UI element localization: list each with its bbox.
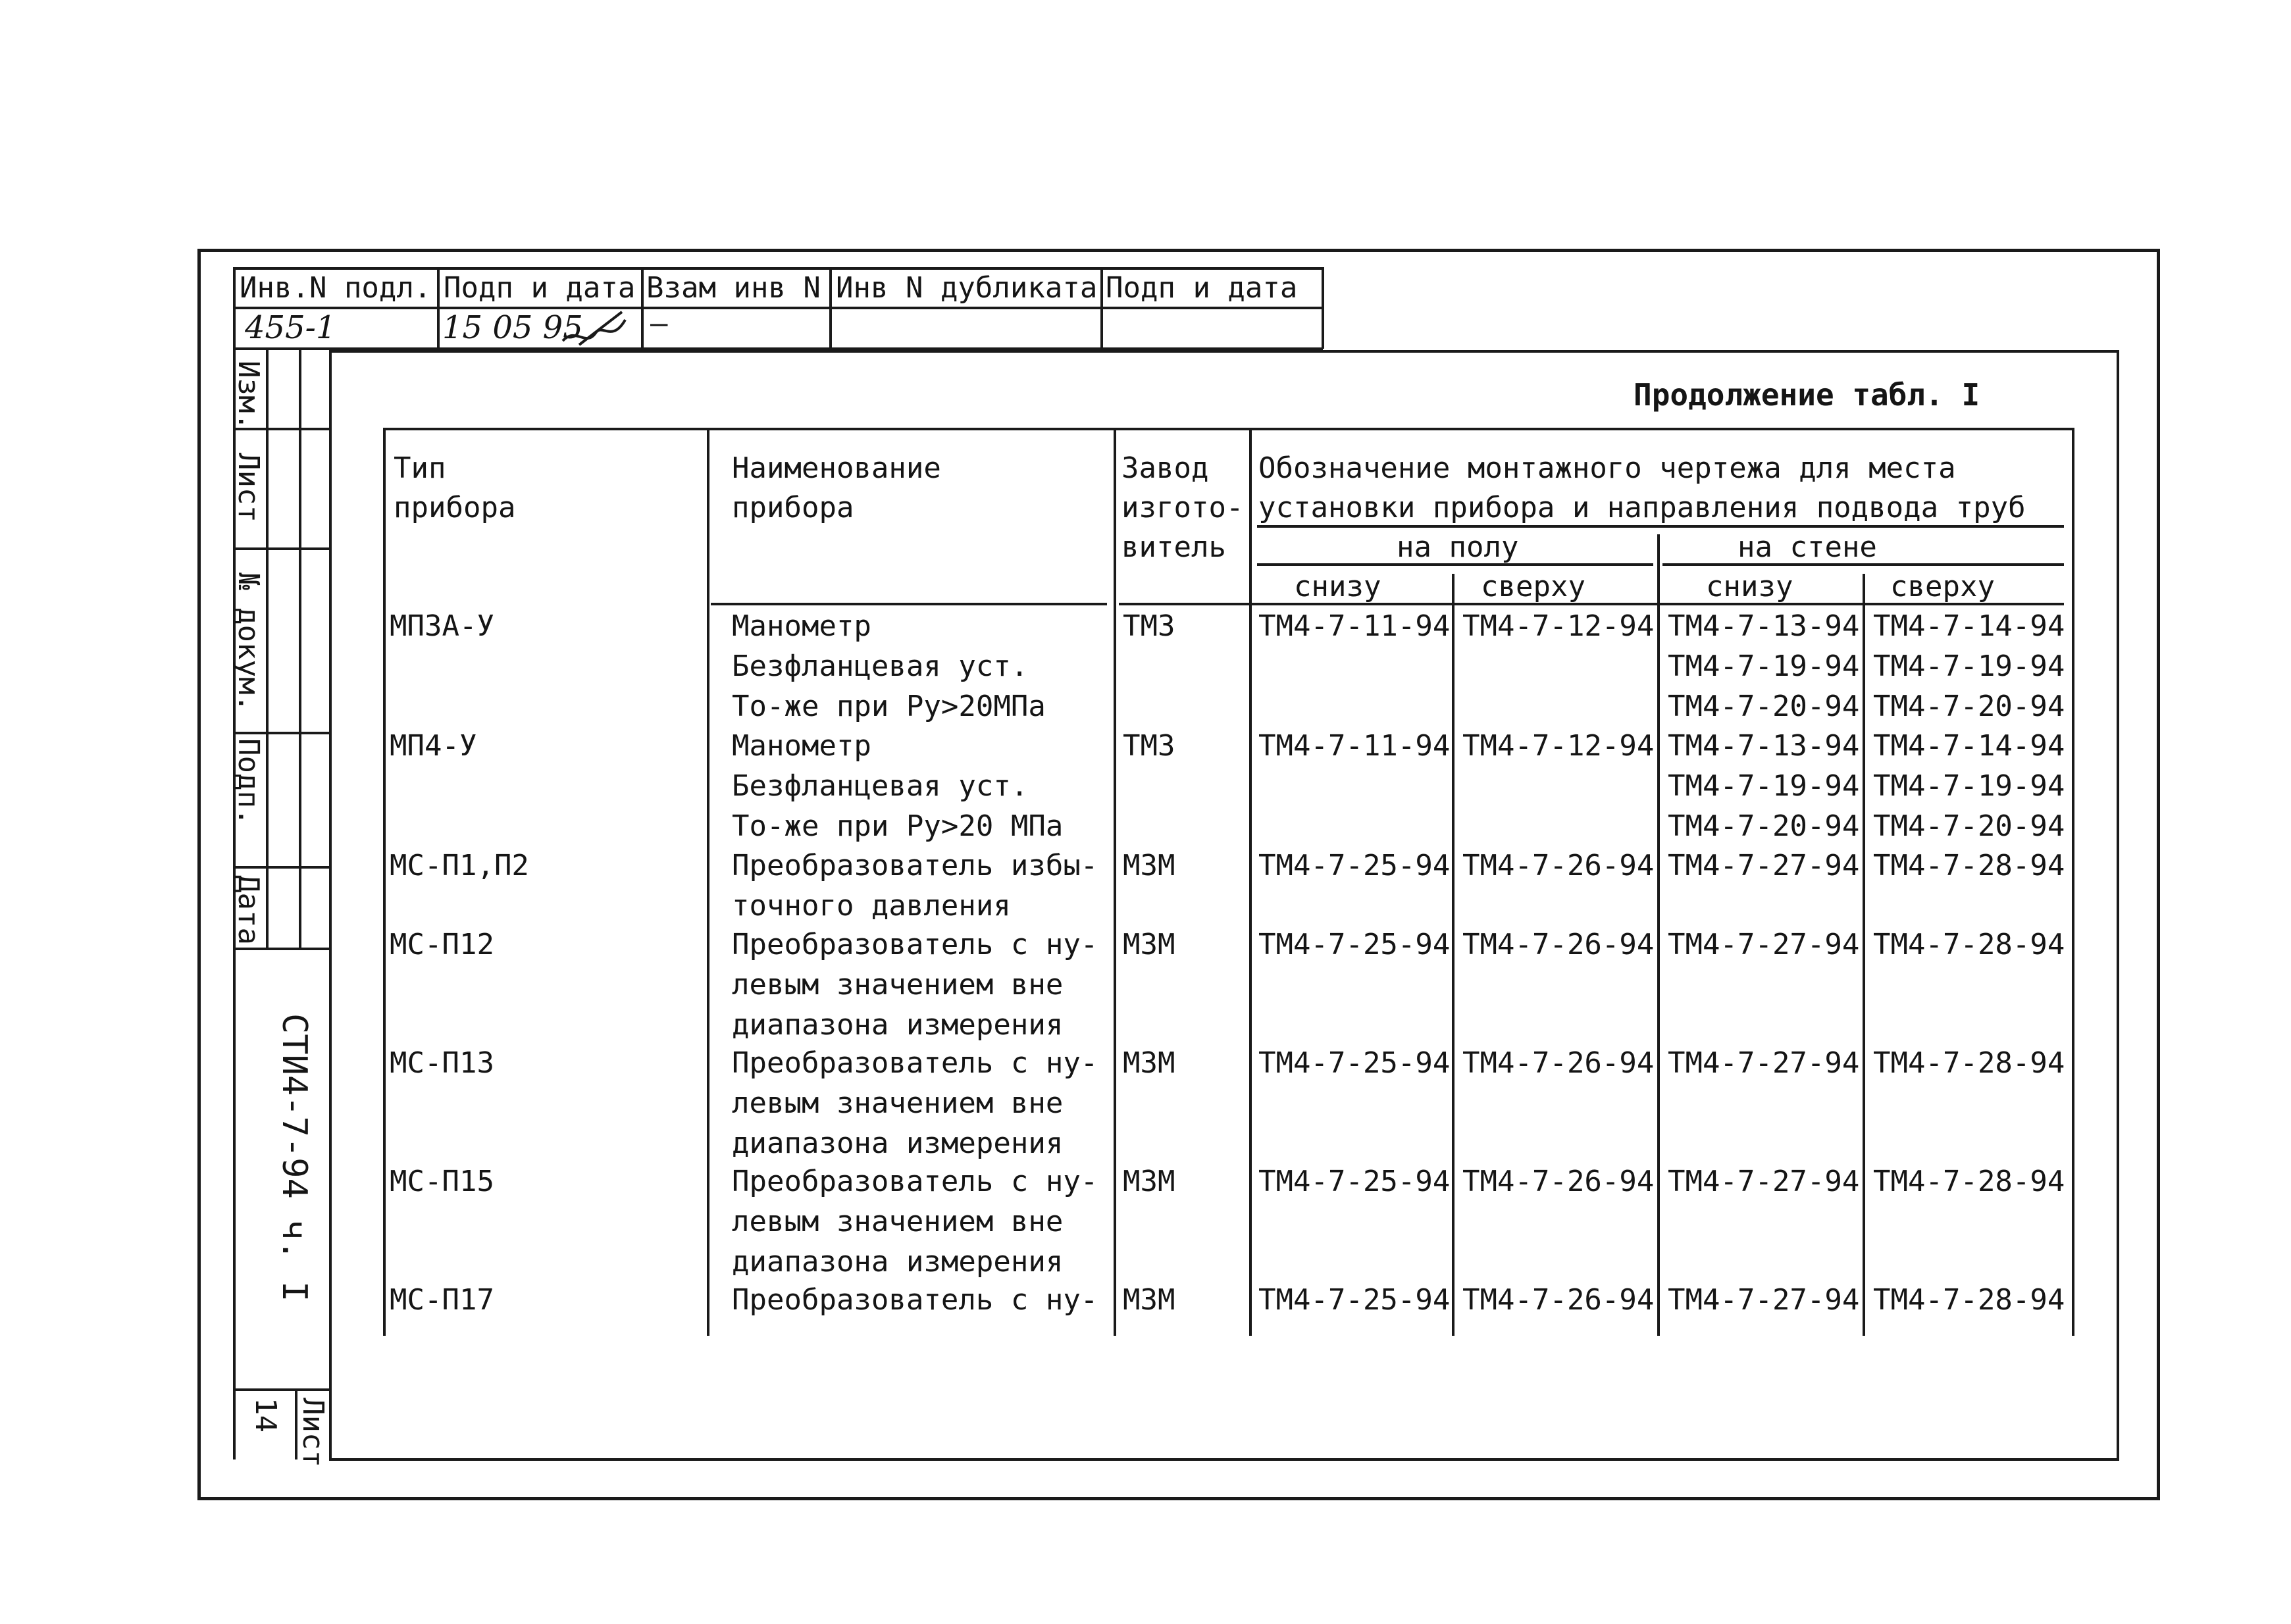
side-line [266,347,269,948]
cell-name: Преобразователь с ну- [732,1283,1098,1317]
cell-drawing-code: ТМ4-7-27-94 [1668,849,1860,882]
header-bottom-line [711,603,1107,605]
header-maker: Завод [1121,451,1209,485]
cell-name: Манометр [732,729,871,763]
cell-name: диапазона измерения [732,1245,1064,1279]
side-line [299,347,301,948]
cell-drawing-code: ТМ4-7-12-94 [1462,609,1655,643]
cell-drawing-code: ТМ4-7-25-94 [1258,1165,1451,1198]
sheet-label: Лист [296,1398,330,1467]
cell-name: точного давления [732,889,1011,923]
cell-drawing-code: ТМ4-7-19-94 [1873,649,2065,683]
table-col-divider [707,428,709,1336]
cell-drawing-code: ТМ4-7-11-94 [1258,729,1451,763]
cell-type: МПЗА-У [390,609,494,643]
cell-drawing-code: ТМ4-7-25-94 [1258,1046,1451,1080]
cell-drawing-code: ТМ4-7-28-94 [1873,849,2065,882]
cell-drawing-code: ТМ4-7-27-94 [1668,1165,1860,1198]
cell-drawing-code: ТМ4-7-19-94 [1668,769,1860,803]
header-type: Тип [394,451,446,485]
cell-drawing-code: ТМ4-7-26-94 [1462,1283,1655,1317]
cell-drawing-code: ТМ4-7-28-94 [1873,1283,2065,1317]
side-line [233,948,330,950]
cell-name: левым значением вне [732,968,1064,1002]
cell-drawing-code: ТМ4-7-27-94 [1668,1283,1860,1317]
header-wall-below: снизу [1706,570,1793,603]
cell-drawing-code: ТМ4-7-11-94 [1258,609,1451,643]
document-code: СТИ4-7-94 ч. I [274,1013,314,1302]
cell-maker: МЗМ [1123,849,1175,882]
cell-name: Преобразователь с ну- [732,1165,1098,1198]
cell-drawing-code: ТМ4-7-12-94 [1462,729,1655,763]
stamp-line-bottom [233,347,1323,350]
cell-drawing-code: ТМ4-7-28-94 [1873,1165,2065,1198]
cell-type: МС-П12 [390,928,494,961]
stamp-value-inv-podl: 455-1 [245,309,336,346]
stamp-header-podp-data: Подп и дата [444,271,636,305]
cell-drawing-code: ТМ4-7-26-94 [1462,849,1655,882]
cell-drawing-code: ТМ4-7-19-94 [1668,649,1860,683]
header-name: Наименование [732,451,941,485]
cell-drawing-code: ТМ4-7-28-94 [1873,1046,2065,1080]
header-maker: изгото- [1121,491,1244,524]
cell-drawing-code: ТМ4-7-28-94 [1873,928,2065,961]
cell-drawing-code: ТМ4-7-27-94 [1668,928,1860,961]
side-label-izm: Изм. [232,361,265,430]
side-line [233,1388,330,1391]
cell-drawing-code: ТМ4-7-19-94 [1873,769,2065,803]
cell-name: То-же при Ру>20МПа [732,690,1046,723]
sheet-number: 14 [249,1398,282,1433]
header-floor-above: сверху [1481,570,1585,603]
cell-drawing-code: ТМ4-7-25-94 [1258,928,1451,961]
signature-scribble [559,307,632,353]
cell-drawing-code: ТМ4-7-14-94 [1873,609,2065,643]
side-label-list: Лист [232,453,265,522]
cell-maker: МЗМ [1123,1165,1175,1198]
header-name: прибора [732,491,854,524]
cell-drawing-code: ТМ4-7-25-94 [1258,1283,1451,1317]
stamp-divider [437,267,440,349]
cell-drawing-code: ТМ4-7-13-94 [1668,729,1860,763]
cell-maker: МЗМ [1123,928,1175,961]
header-group: установки прибора и направления подвода труб [1258,491,2026,524]
cell-drawing-code: ТМ4-7-20-94 [1668,690,1860,723]
cell-name: левым значением вне [732,1086,1064,1120]
cell-drawing-code: ТМ4-7-26-94 [1462,928,1655,961]
stamp-divider [1100,267,1103,349]
cell-name: Преобразователь с ну- [732,928,1098,961]
cell-drawing-code: ТМ4-7-25-94 [1258,849,1451,882]
header-group: Обозначение монтажного чертежа для места [1258,451,1956,485]
cell-maker: МЗМ [1123,1283,1175,1317]
stamp-header-inv-podl: Инв.N подл. [240,271,432,305]
page-title: Продолжение табл. I [1634,377,1980,413]
header-wall: на стене [1738,530,1877,564]
side-line [233,732,330,734]
table-col-divider [1657,534,1660,1336]
cell-drawing-code: ТМ4-7-20-94 [1668,809,1860,843]
stamp-value-podp-data: 15 05 95 [442,309,583,346]
cell-drawing-code: ТМ4-7-20-94 [1873,809,2065,843]
stamp-divider [829,267,832,349]
side-line [233,866,330,869]
cell-drawing-code: ТМ4-7-20-94 [1873,690,2065,723]
cell-type: МС-П1,П2 [390,849,529,882]
cell-name: Преобразователь с ну- [732,1046,1098,1080]
table-col-divider [1114,428,1116,1336]
cell-drawing-code: ТМ4-7-26-94 [1462,1046,1655,1080]
cell-type: МС-П17 [390,1283,494,1317]
stamp-divider [641,267,644,349]
header-wall-above: сверху [1890,570,1995,603]
table-col-divider [1249,428,1252,1336]
table-col-divider [1452,574,1454,1336]
cell-name: Манометр [732,609,871,643]
side-label-data: Дата [232,875,265,945]
cell-maker: ТМЗ [1123,609,1175,643]
cell-name: диапазона измерения [732,1008,1064,1042]
header-floor: на полу [1397,530,1519,564]
cell-name: диапазона измерения [732,1127,1064,1160]
cell-drawing-code: ТМ4-7-14-94 [1873,729,2065,763]
table-col-divider [383,428,386,1336]
stamp-header-inv-dublikata: Инв N дубликата [836,271,1098,305]
stamp-header-vzam-inv: Взам инв N [646,271,821,305]
cell-drawing-code: ТМ4-7-13-94 [1668,609,1860,643]
stamp-header-podp-data-2: Подп и дата [1106,271,1298,305]
cell-name: Преобразователь избы- [732,849,1098,882]
stamp-divider [233,267,236,349]
cell-drawing-code: ТМ4-7-27-94 [1668,1046,1860,1080]
side-line [233,547,330,550]
side-label-podp: Подп. [232,738,265,826]
cell-type: МС-П15 [390,1165,494,1198]
cell-name: Безфланцевая уст. [732,649,1029,683]
cell-drawing-code: ТМ4-7-26-94 [1462,1165,1655,1198]
stamp-value-vzam-inv: – [650,307,668,340]
cell-name: Безфланцевая уст. [732,769,1029,803]
cell-type: МС-П13 [390,1046,494,1080]
table-col-divider [1863,574,1865,1336]
table-col-divider [2072,428,2074,1336]
table-top-border [383,428,2074,430]
header-maker: витель [1121,530,1226,564]
header-floor-below: снизу [1294,570,1381,603]
stamp-divider [1322,267,1324,349]
header-type: прибора [394,491,516,524]
cell-name: левым значением вне [732,1205,1064,1238]
side-label-n-dokum: № докум. [232,572,265,712]
cell-type: МП4-У [390,729,477,763]
cell-maker: МЗМ [1123,1046,1175,1080]
cell-maker: ТМЗ [1123,729,1175,763]
cell-name: То-же при Ру>20 МПа [732,809,1064,843]
